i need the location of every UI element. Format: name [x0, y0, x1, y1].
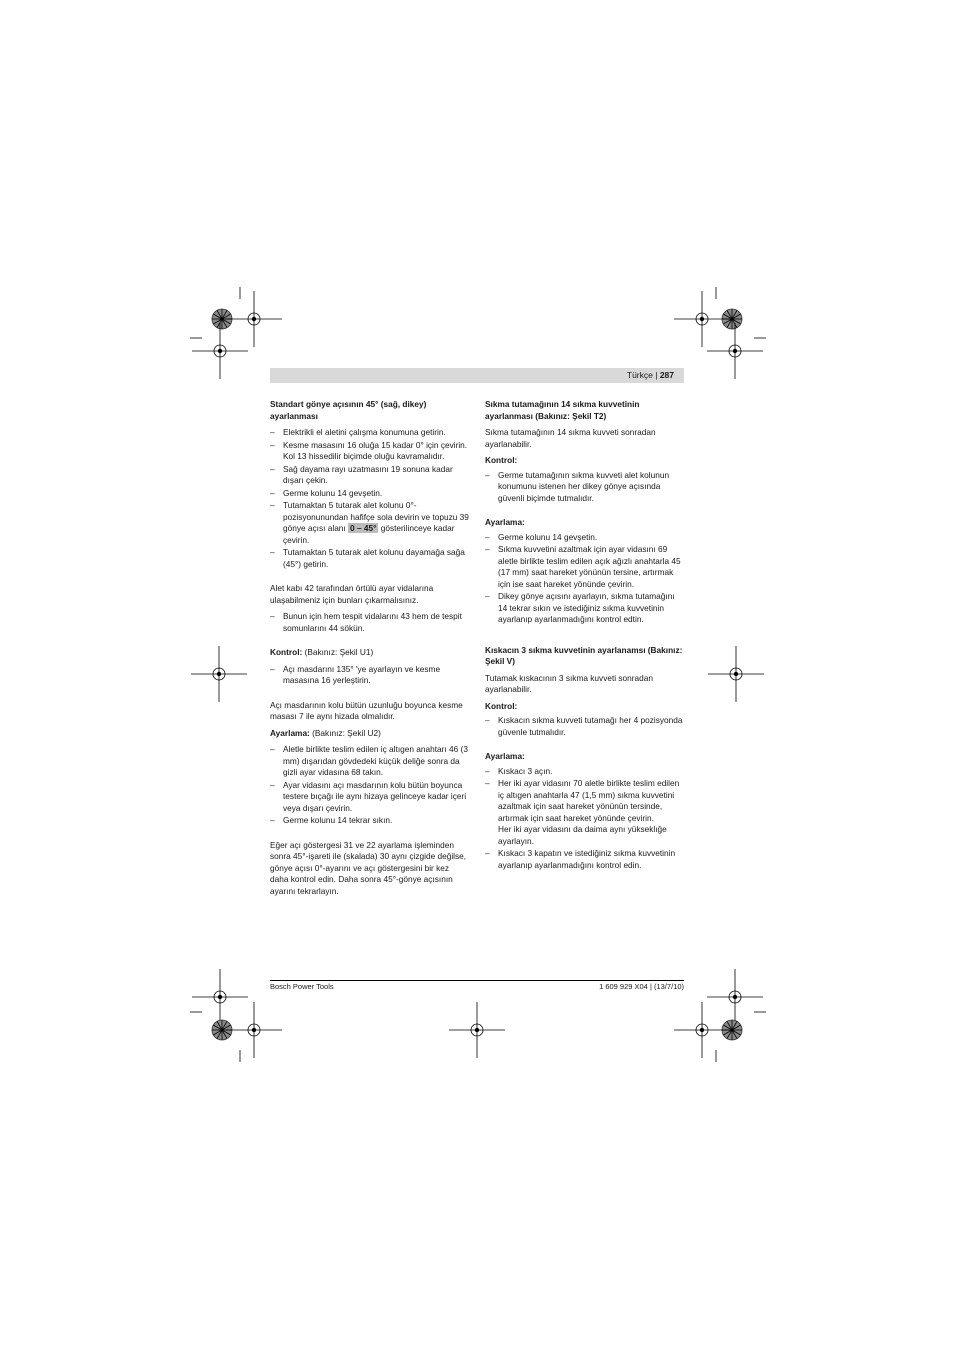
kontrol-line [270, 647, 469, 659]
list-item: – Kıskacı 3 açın. [485, 766, 684, 778]
step-list [270, 611, 469, 634]
page-header [627, 369, 674, 382]
figure-reference: (Bakınız: Şekil U2) [309, 727, 381, 738]
paragraph: Açı masdarının kolu bütün uzunluğu boyunca kesme masası 7 ile aynı hizada olmalıdır. [270, 699, 463, 721]
registration-dot [700, 1028, 704, 1032]
list-item: – Bunun için hem tespit vidalarını 43 hem de tespit somunlarını 44 sökün. [270, 611, 469, 634]
paragraph: Alet kabı 42 tarafından örtülü ayar vidalarına ulaşabilmeniz için bunları çıkarmalısınız. [270, 583, 434, 605]
list-item [270, 500, 469, 546]
kontrol-label: Kontrol: [485, 700, 518, 711]
list-item: – Kesme masasını 16 oluğa 15 kadar 0° için çevirin. Kol 13 hissedilir biçimde oluğu kavramalıdır. [270, 440, 469, 463]
list-item: – Sıkma kuvvetini azaltmak için ayar vidasını 69 aletle birlikte teslim edilen açık ağızlı anahtarla 45 (17 mm) saat hareket yönünün tersine, artırmak için ise saat hareket yönünde çevirin. [485, 544, 684, 590]
list-item-text: Tutamaktan 5 tutarak alet kolunu 0°-pozisyonunundan hafifçe sola devirin ve topuzu 39 gönye açısı alanı [283, 500, 469, 533]
list-item: – Kıskacı 3 kapatın ve istediğiniz sıkma kuvvetinin ayarlanıp ayarlanmadığını kontrol edin. [485, 848, 684, 871]
footer-publisher: Bosch Power Tools [270, 982, 334, 991]
list-item: – Tutamaktan 5 tutarak alet kolunu dayamağa sağa (45°) getirin. [270, 547, 469, 570]
registration-dot [218, 349, 222, 353]
left-column [270, 399, 469, 902]
section-heading-45-degree: Standart gönye açısının 45° (sağ, dikey) ayarlanması [270, 399, 427, 421]
page-number: 287 [659, 370, 674, 380]
ayarlama-label: Ayarlama: [485, 517, 525, 527]
list-item: – Dikey gönye açısını ayarlayın, sıkma tutamağını 14 tekrar sıkın ve istediğiniz sıkma kuvvetinin ayarlanıp ayarlanmadığını kontrol edtin. [485, 591, 684, 626]
page-header-bar [270, 368, 684, 383]
list-item: – Açı masdarını 135° 'ye ayarlayın ve kesme masasına 16 yerleştirin. [270, 664, 469, 687]
kontrol-label: Kontrol: [485, 455, 518, 465]
registration-dot [252, 317, 256, 321]
list-item: – Germe kolunu 14 gevşetin. [270, 488, 469, 500]
paragraph: Eğer açı göstergesi 31 ve 22 ayarlama işleminden sonra 45°-işareti ile (skalada) 30 aynı çizgide değilse, gönye açısı 0°-ayarını ve açı göstergesini bir kez daha kontrol edin. Daha sonra 45°-gönye açısının ayarını tekrarlayın. [270, 839, 467, 896]
registration-dot [733, 995, 737, 999]
ayarlama-label: Ayarlama: [270, 727, 310, 738]
kontrol-label: Kontrol: [270, 647, 303, 657]
paragraph: Sıkma tutamağının 14 sıkma kuvveti sonradan ayarlanabilir. [485, 427, 656, 449]
list-item: – Elektrikli el aletini çalışma konumuna getirin. [270, 427, 469, 439]
step-list [270, 744, 469, 827]
registration-dot [733, 349, 737, 353]
list-item: – Germe kolunu 14 gevşetin. [485, 532, 684, 544]
step-list [270, 664, 469, 687]
registration-dot [218, 995, 222, 999]
right-column [485, 399, 684, 876]
footer-document-id: 1 609 929 X04 | (13/7/10) [599, 982, 684, 991]
registration-dot [734, 672, 738, 676]
list-item-note: Her iki ayar vidasını da daima aynı yükseklığe ayarlayın. [498, 824, 667, 846]
step-list [485, 470, 684, 505]
registration-dot [475, 1028, 479, 1032]
section-heading-clamp: Kıskacın 3 sıkma kuvvetinin ayarlanamsı (Bakınız: Şekil V) [485, 644, 683, 666]
list-item: – Aletle birlikte teslim edilen iç altıgen anahtarı 46 (3 mm) dışarıdan gövdedeki küçük deliğe sonra da gizli ayar vidasına 68 takın. [270, 744, 469, 779]
list-item: – Germe kolunu 14 tekrar sıkın. [270, 815, 469, 827]
step-list [485, 532, 684, 626]
figure-reference: (Bakınız: Şekil U1) [302, 647, 374, 657]
ayarlama-label: Ayarlama: [485, 751, 525, 761]
list-item-text: – Her iki ayar vidasını 70 aletle birlikte teslim edilen iç altıgen anahtarla 47 (1,5 mm) sıkma kuvvetini azaltmak için saat hareket yönünün tersinde, artırmak için saat hareket yönünde çevirin. [498, 778, 680, 823]
footer-rule [270, 980, 684, 981]
header-language: Türkçe [626, 370, 653, 380]
angle-range-highlight: 0 – 45° [350, 523, 377, 533]
list-item: – Germe tutamağının sıkma kuvveti alet kolunun konumunu istenen her dikey gönye açısında güvenli biçimde tutmalıdır. [485, 470, 684, 505]
registration-dot [700, 317, 704, 321]
step-list [485, 766, 684, 872]
paragraph: Tutamak kıskacının 3 sıkma kuvveti sonradan ayarlanabilir. [485, 672, 654, 694]
list-item-text: gösterilinceye kadar çevirin. [283, 523, 455, 545]
list-item: – Sağ dayama rayı uzatmasını 19 sonuna kadar dışarı çekin. [270, 464, 469, 487]
list-item: – Kıskacın sıkma kuvveti tutamağı her 4 pozisyonda güvenle tutmalıdır. [485, 715, 684, 738]
step-list [270, 427, 469, 570]
step-list [485, 715, 684, 738]
section-heading-clamp-lever: Sıkma tutamağının 14 sıkma kuvvetinin ayarlanması (Bakınız: Şekil T2) [485, 399, 640, 421]
ayarlama-line [270, 728, 469, 740]
list-item [485, 778, 684, 847]
registration-dot [252, 1028, 256, 1032]
registration-dot [217, 672, 221, 676]
list-item: – Ayar vidasını açı masdarının kolu bütün boyunca testere bıçağı ile aynı hizaya gelinceye kadar içeri veya dışarı çevirin. [270, 780, 469, 815]
header-separator: | [652, 370, 660, 380]
